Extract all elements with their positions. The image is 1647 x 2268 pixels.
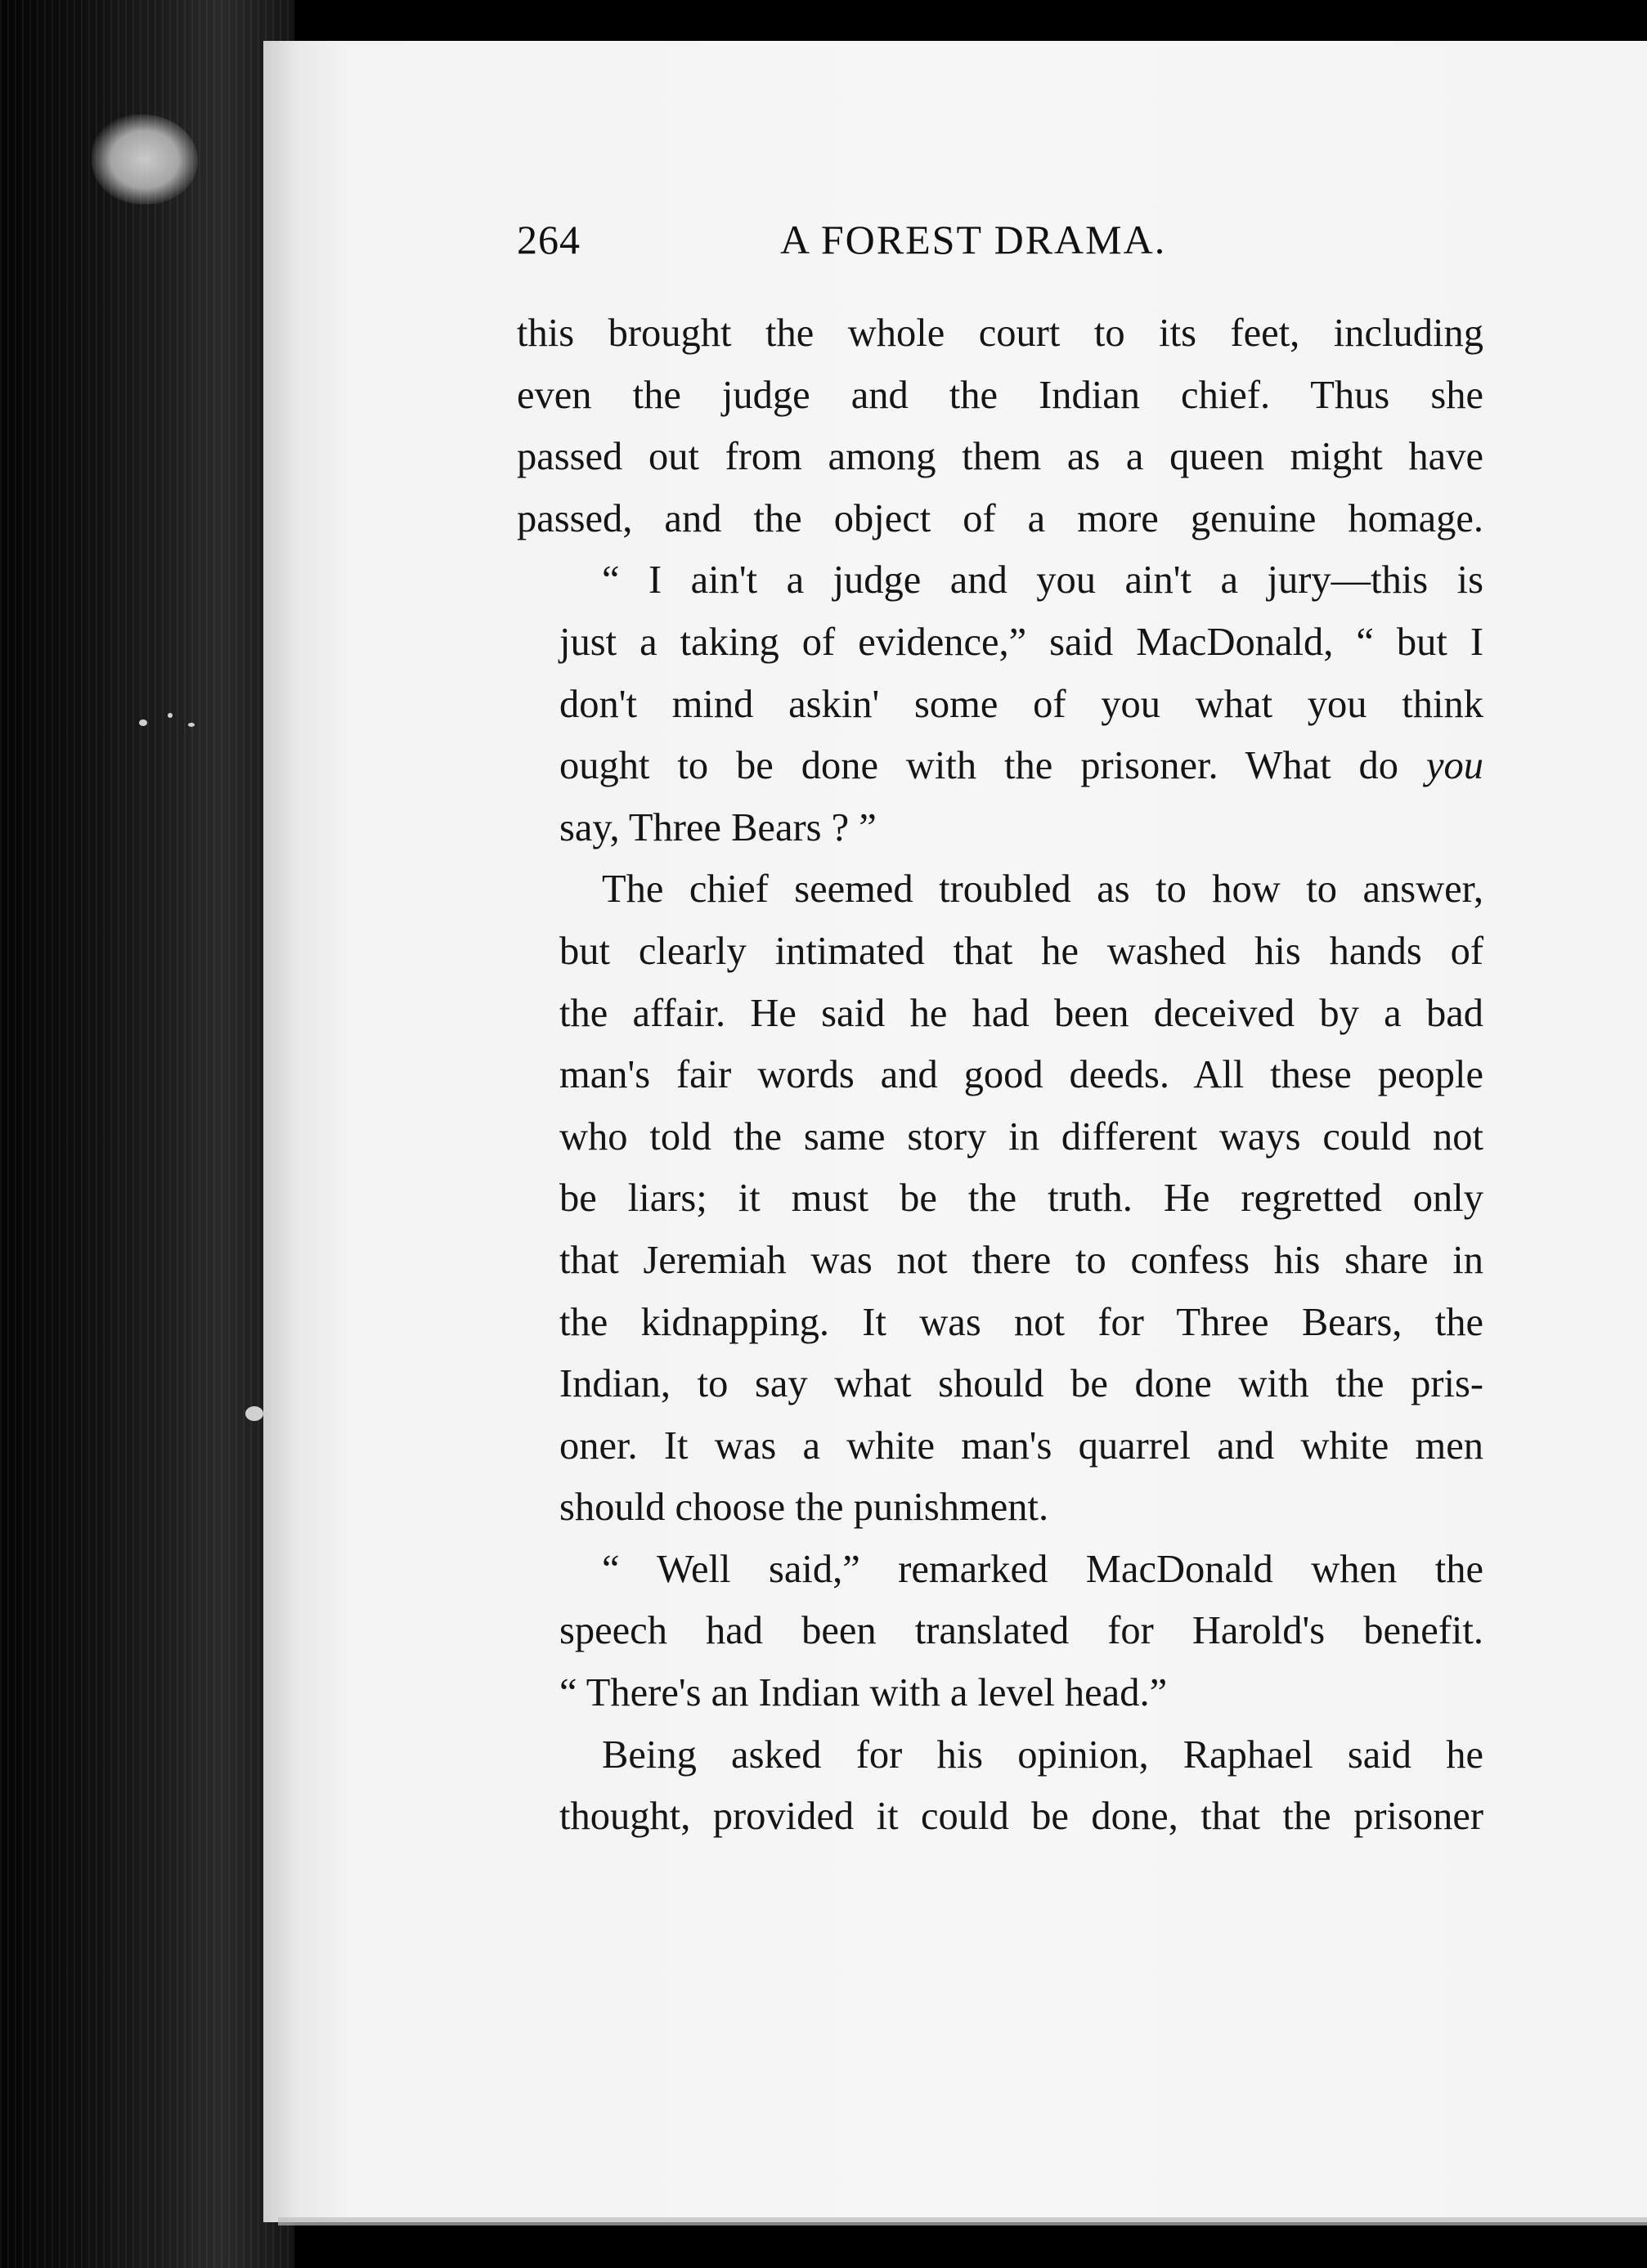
text-line: “ There's an Indian with a level head.” bbox=[559, 1671, 1168, 1715]
text-line: but clearly intimated that he washed his hands of bbox=[559, 929, 1483, 973]
text-line: The chief seemed troubled as to how to answer, bbox=[602, 867, 1483, 912]
emphasis-word: you bbox=[1425, 744, 1484, 788]
spine-fleck bbox=[139, 719, 147, 726]
text-line: Being asked for his opinion, Raphael said he bbox=[602, 1732, 1483, 1777]
text-line: who told the same story in different ways could not bbox=[559, 1114, 1483, 1159]
spine-stain bbox=[92, 114, 198, 204]
paragraph bbox=[517, 549, 1483, 858]
spine-fleck bbox=[168, 713, 173, 718]
text-line: thought, provided it could be done, that the prisoner bbox=[559, 1795, 1483, 1839]
running-title: A FOREST DRAMA. bbox=[780, 217, 1167, 262]
text-line: speech had been translated for Harold's benefit. bbox=[559, 1609, 1483, 1653]
text-line: passed, and the object of a more genuine homage. bbox=[517, 496, 1483, 540]
book-spine bbox=[0, 0, 294, 2268]
page-number: 264 bbox=[517, 217, 581, 262]
running-head bbox=[517, 211, 1498, 268]
text-line: should choose the punishment. bbox=[559, 1486, 1049, 1530]
text-line: “ Well said,” remarked MacDonald when the bbox=[602, 1547, 1483, 1591]
text-line: be liars; it must be the truth. He regretted only bbox=[559, 1177, 1483, 1221]
text-line: Indian, to say what should be done with the pris- bbox=[559, 1362, 1483, 1406]
body-text bbox=[517, 303, 1483, 1848]
paragraph bbox=[517, 1539, 1483, 1724]
text-line: even the judge and the Indian chief. Thus she bbox=[517, 373, 1483, 417]
text-line: passed out from among them as a queen might have bbox=[517, 435, 1483, 479]
text-line: oner. It was a white man's quarrel and white men bbox=[559, 1423, 1483, 1468]
text-line: man's fair words and good deeds. All these people bbox=[559, 1053, 1483, 1097]
text-line: the affair. He said he had been deceived by a bad bbox=[559, 991, 1483, 1035]
text-line: “ I ain't a judge and you ain't a jury—this is bbox=[602, 558, 1483, 603]
line-text: ought to be done with the prisoner. What do bbox=[559, 744, 1399, 788]
text-line bbox=[517, 735, 1483, 797]
text-line: say, Three Bears ? ” bbox=[559, 805, 877, 849]
text-line: the kidnapping. It was not for Three Bears, the bbox=[559, 1300, 1483, 1344]
text-line: don't mind askin' some of you what you think bbox=[559, 682, 1483, 726]
spine-fleck bbox=[188, 723, 195, 727]
page-bottom-edge bbox=[278, 2217, 1647, 2225]
text-line: that Jeremiah was not there to confess his share in bbox=[559, 1238, 1483, 1282]
spine-fleck bbox=[245, 1406, 263, 1421]
paragraph bbox=[517, 1724, 1483, 1848]
paragraph bbox=[517, 303, 1483, 549]
paragraph bbox=[517, 858, 1483, 1539]
text-line: this brought the whole court to its feet, including bbox=[517, 312, 1483, 355]
text-line: just a taking of evidence,” said MacDonald, “ but I bbox=[559, 620, 1483, 664]
